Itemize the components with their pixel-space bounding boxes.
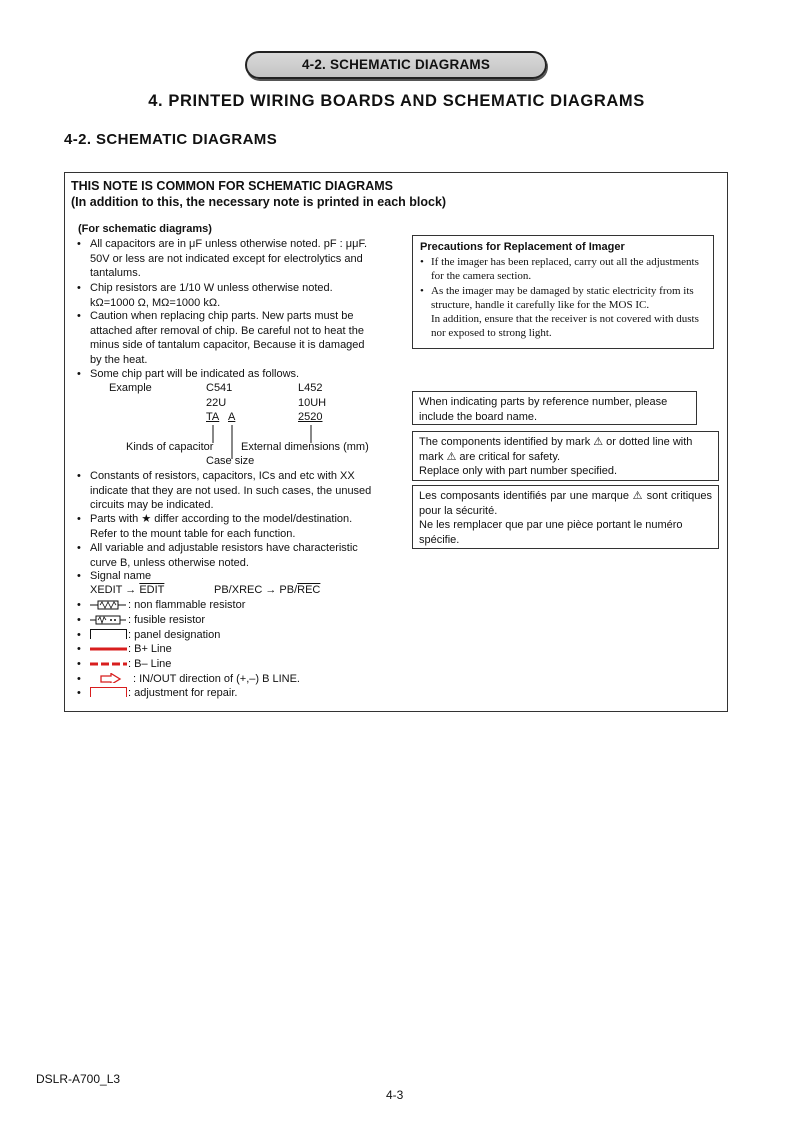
example-10uh: 10UH bbox=[298, 397, 327, 409]
section-heading: 4-2. SCHEMATIC DIAGRAMS bbox=[64, 131, 278, 148]
in-out-arrow-icon bbox=[100, 673, 122, 683]
example-l452: L452 bbox=[298, 382, 323, 394]
list-item: • Signal name bbox=[77, 570, 152, 582]
legend-fusible: : fusible resistor bbox=[128, 614, 206, 626]
bullet: • bbox=[77, 643, 81, 655]
reference-note-text: When indicating parts by reference number, please include the board name. bbox=[419, 396, 668, 423]
section-banner: 4-2. SCHEMATIC DIAGRAMS bbox=[245, 51, 547, 79]
example-case: Case size bbox=[206, 455, 255, 467]
safety-en-line1: The components identified by mark ⚠ or dotted line with mark ⚠ are critical for safety. bbox=[419, 436, 693, 463]
legend-in-out: : IN/OUT direction of (+,–) B LINE. bbox=[133, 673, 300, 685]
example-ta: TA bbox=[206, 411, 220, 423]
adjustment-box-icon bbox=[90, 687, 128, 697]
example-external: External dimensions (mm) bbox=[241, 441, 369, 453]
example-2520: 2520 bbox=[298, 411, 323, 423]
list-item: • Chip resistors are 1/10 W unless otherwise noted. kΩ=1000 Ω, MΩ=1000 kΩ. bbox=[77, 282, 333, 309]
model-number: DSLR-A700_L3 bbox=[36, 1072, 121, 1086]
legend-panel: : panel designation bbox=[128, 629, 221, 641]
legend-b-minus: : B– Line bbox=[128, 658, 172, 670]
bullet: • bbox=[77, 687, 81, 699]
bullet: • bbox=[77, 599, 81, 611]
safety-note-fr bbox=[412, 485, 719, 549]
list-item: • All variable and adjustable resistors have characteristic curve B, unless otherwise noted. bbox=[77, 542, 358, 569]
legend-non-flammable: : non flammable resistor bbox=[128, 599, 246, 611]
precaution-item: • If the imager has been replaced, carry out all the adjustments for the camera section. bbox=[420, 256, 699, 283]
panel-designation-icon bbox=[90, 629, 128, 639]
legend-adjustment: : adjustment for repair. bbox=[128, 687, 238, 699]
signal-name-example-1: XEDIT → EDIT bbox=[90, 584, 165, 596]
page-title: 4. PRINTED WIRING BOARDS AND SCHEMATIC DIAGRAMS bbox=[148, 92, 645, 110]
non-flammable-resistor-icon bbox=[90, 600, 126, 610]
list-item: • Some chip part will be indicated as follows. bbox=[77, 368, 300, 380]
list-item: • All capacitors are in μF unless otherwise noted. pF : μμF. 50V or less are not indicated except for electrolytics and tantalums. bbox=[77, 238, 368, 279]
safety-fr-line2: Ne les remplacer que par une pièce portant le numéro spécifie. bbox=[419, 519, 683, 546]
precaution-item: • As the imager may be damaged by static electricity from its structure, handle it carefully like for the MOS IC. bbox=[420, 284, 694, 311]
bullet: • bbox=[77, 614, 81, 626]
fusible-resistor-icon bbox=[90, 615, 126, 625]
bullet: • bbox=[77, 658, 81, 670]
common-note-heading bbox=[71, 178, 446, 210]
precautions-box bbox=[412, 235, 714, 349]
b-minus-line-icon bbox=[90, 659, 128, 669]
bullet: • bbox=[77, 629, 81, 641]
example-kinds: Kinds of capacitor bbox=[126, 441, 214, 453]
example-c541: C541 bbox=[206, 382, 233, 394]
common-note-line2: (In addition to this, the necessary note is printed in each block) bbox=[71, 195, 447, 209]
reference-note-box bbox=[412, 391, 697, 425]
legend-b-plus: : B+ Line bbox=[128, 643, 172, 655]
list-item: • Caution when replacing chip parts. New parts must be attached after removal of chip. Be careful not to heat the minus side of tantalum capacitor, Because it is damaged by the heat. bbox=[77, 310, 365, 366]
precaution-item-cont: In addition, ensure that the receiver is not covered with dusts nor exposed to strong light. bbox=[431, 313, 699, 340]
list-item: • Constants of resistors, capacitors, ICs and etc with XX indicate that they are not used. In such cases, the unused circuits may be indicated. bbox=[77, 470, 372, 511]
signal-name-example-2: PB/XREC → $PB/\overline{REC}$ bbox=[214, 584, 321, 596]
safety-en-line2: Replace only with part number specified. bbox=[419, 465, 618, 477]
example-a: A bbox=[228, 411, 236, 423]
safety-fr-line1: Les composants identifiés par une marque ⚠ sont critiques pour la sécurité. bbox=[419, 490, 712, 517]
schematic-subheading: (For schematic diagrams) bbox=[78, 223, 212, 235]
list-item: • Parts with ★ differ according to the model/destination. Refer to the mount table for each function. bbox=[77, 513, 353, 540]
bullet: • bbox=[77, 673, 81, 685]
b-plus-line-icon bbox=[90, 644, 128, 654]
safety-note-en bbox=[412, 431, 719, 481]
page-number: 4-3 bbox=[386, 1088, 404, 1102]
example-label: Example bbox=[109, 382, 152, 394]
example-22u: 22U bbox=[206, 397, 227, 409]
precautions-title: Precautions for Replacement of Imager bbox=[420, 241, 625, 253]
common-note-line1: THIS NOTE IS COMMON FOR SCHEMATIC DIAGRAMS bbox=[71, 179, 393, 193]
